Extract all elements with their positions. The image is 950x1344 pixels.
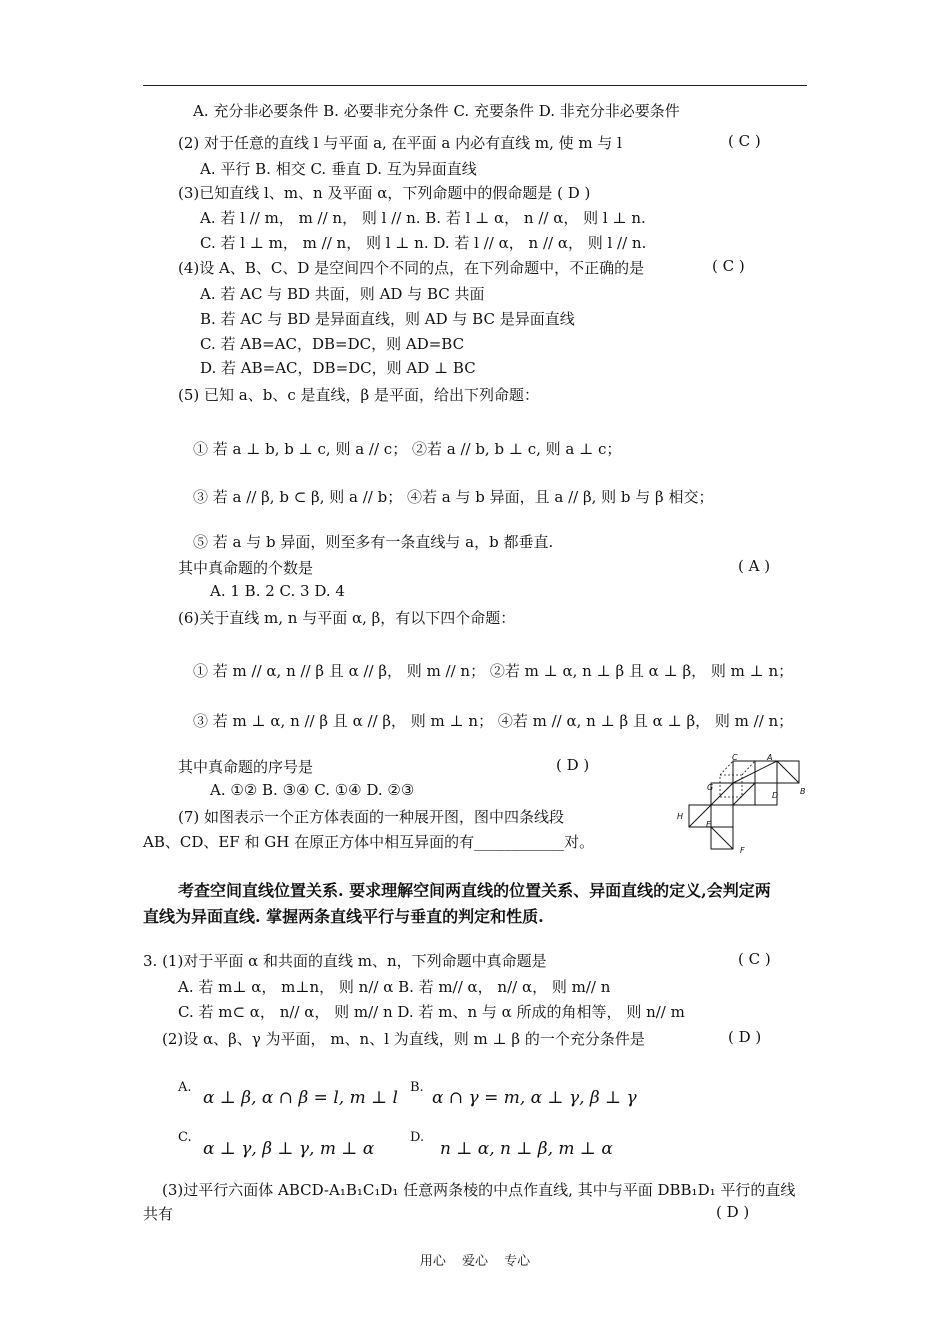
q3-2-option-b: α ∩ γ = m, α ⊥ γ, β ⊥ γ [432,1088,637,1108]
q7-stem: (7) 如图表示一个正方体表面的一种展开图，图中四条线段 [178,808,565,826]
label-d: D [772,791,779,800]
q2-options: A. 平行 B. 相交 C. 垂直 D. 互为异面直线 [200,160,477,178]
q3-3-stem: (3)过平行六面体 ABCD-A₁B₁C₁D₁ 任意两条棱的中点作直线, 其中与平面 DBB₁D₁ 平行的直线 [162,1181,796,1199]
q5-stem: (5) 已知 a、b、c 是直线，β 是平面，给出下列命题： [178,386,539,404]
label-c: C [732,753,738,762]
q2-answer: ( C ) [728,132,761,150]
label-g: G [707,783,714,792]
page-footer: 用心 爱心 专心 [419,1254,531,1269]
q2-stem: (2) 对于任意的直线 l 与平面 a, 在平面 a 内必有直线 m, 使 m 与 l [178,134,622,152]
q3-stem: (3)已知直线 l、m、n 及平面 α，下列命题中的假命题是 ( D ) [178,184,591,202]
q4-answer: ( C ) [712,257,745,275]
q4-option-a: A. 若 AC 与 BD 共面，则 AD 与 BC 共面 [200,285,485,303]
section-heading-cont: 直线为异面直线. 掌握两条直线平行与垂直的判定和性质. [143,907,544,926]
q6-props-34: ③ 若 m ⊥ α, n // β 且 α // β， 则 m ⊥ n； ④若 m // α, n ⊥ β 且 α ⊥ β， 则 m // n； [193,712,794,730]
q3-2-stem: (2)设 α、β、γ 为平面， m、n、l 为直线，则 m ⊥ β 的一个充分条件是 [162,1030,645,1048]
q3-1-options-ab: A. 若 m⊥ α， m⊥n， 则 n// α B. 若 m// α， n// α， 则 m// n [178,978,611,996]
q3-2-label-d: D. [410,1130,425,1145]
q6-props-12: ① 若 m // α, n // β 且 α // β， 则 m // n； ②若 m ⊥ α, n ⊥ β 且 α ⊥ β， 则 m ⊥ n； [193,662,794,680]
q5-props-34: ③ 若 a // β, b ⊂ β, 则 a // b； ④若 a 与 b 异面，且 a // β, 则 b 与 β 相交； [193,488,714,506]
q3-2-label-c: C. [178,1130,192,1145]
q5-question: 其中真命题的个数是 [178,559,314,577]
q3-3-stem-cont: 共有 [143,1205,174,1223]
header-rule [143,85,807,86]
q7-stem-cont: AB、CD、EF 和 GH 在原正方体中相互异面的有____________对。 [143,833,595,851]
label-a: A [767,753,773,762]
label-h: H [677,812,684,821]
label-e: E [706,820,712,829]
q3-options-ab: A. 若 l // m， m // n， 则 l // n. B. 若 l ⊥ α， n // α， 则 l ⊥ n. [200,209,646,227]
q4-option-c: C. 若 AB=AC，DB=DC，则 AD=BC [200,335,465,353]
q1-options: A. 充分非必要条件 B. 必要非充分条件 C. 充要条件 D. 非充分非必要条件 [193,102,680,120]
section-heading: 考查空间直线位置关系. 要求理解空间两直线的位置关系、异面直线的定义,会判定两 [178,881,771,900]
q3-2-option-d: n ⊥ α, n ⊥ β, m ⊥ α [440,1139,613,1159]
q3-3-answer: ( D ) [716,1203,750,1221]
label-f: F [740,846,745,855]
q3-2-option-c: α ⊥ γ, β ⊥ γ, m ⊥ α [203,1139,375,1159]
q4-stem: (4)设 A、B、C、D 是空间四个不同的点，在下列命题中，不正确的是 [178,259,645,277]
q5-props-12: ① 若 a ⊥ b, b ⊥ c, 则 a // c； ②若 a // b, b ⊥ c, 则 a ⊥ c； [193,440,622,458]
cube-net-figure [670,753,810,855]
q3-2-label-a: A. [178,1080,192,1095]
q4-option-d: D. 若 AB=AC，DB=DC，则 AD ⊥ BC [200,359,476,377]
q3-1-answer: ( C ) [738,950,771,968]
q3-2-label-b: B. [410,1080,424,1095]
q5-answer: ( A ) [738,557,771,575]
q3-1-stem: 3. (1)对于平面 α 和共面的直线 m、n，下列命题中真命题是 [143,952,547,970]
q5-options: A. 1 B. 2 C. 3 D. 4 [210,582,345,600]
q4-option-b: B. 若 AC 与 BD 是异面直线，则 AD 与 BC 是异面直线 [200,310,575,328]
q3-2-answer: ( D ) [728,1028,762,1046]
q6-answer: ( D ) [556,756,590,774]
label-b: B [800,787,806,796]
q6-stem: (6)关于直线 m, n 与平面 α, β，有以下四个命题： [178,609,516,627]
q6-question: 其中真命题的序号是 [178,758,314,776]
q5-prop-5: ⑤ 若 a 与 b 异面，则至多有一条直线与 a，b 都垂直. [193,533,554,551]
q3-options-cd: C. 若 l ⊥ m， m // n， 则 l ⊥ n. D. 若 l // α， n // α， 则 l // n. [200,234,647,252]
q3-2-option-a: α ⊥ β, α ∩ β = l, m ⊥ l [203,1088,398,1108]
q3-1-options-cd: C. 若 m⊂ α， n// α， 则 m// n D. 若 m、n 与 α 所成的角相等， 则 n// m [178,1003,685,1021]
q6-options: A. ①② B. ③④ C. ①④ D. ②③ [210,781,415,799]
